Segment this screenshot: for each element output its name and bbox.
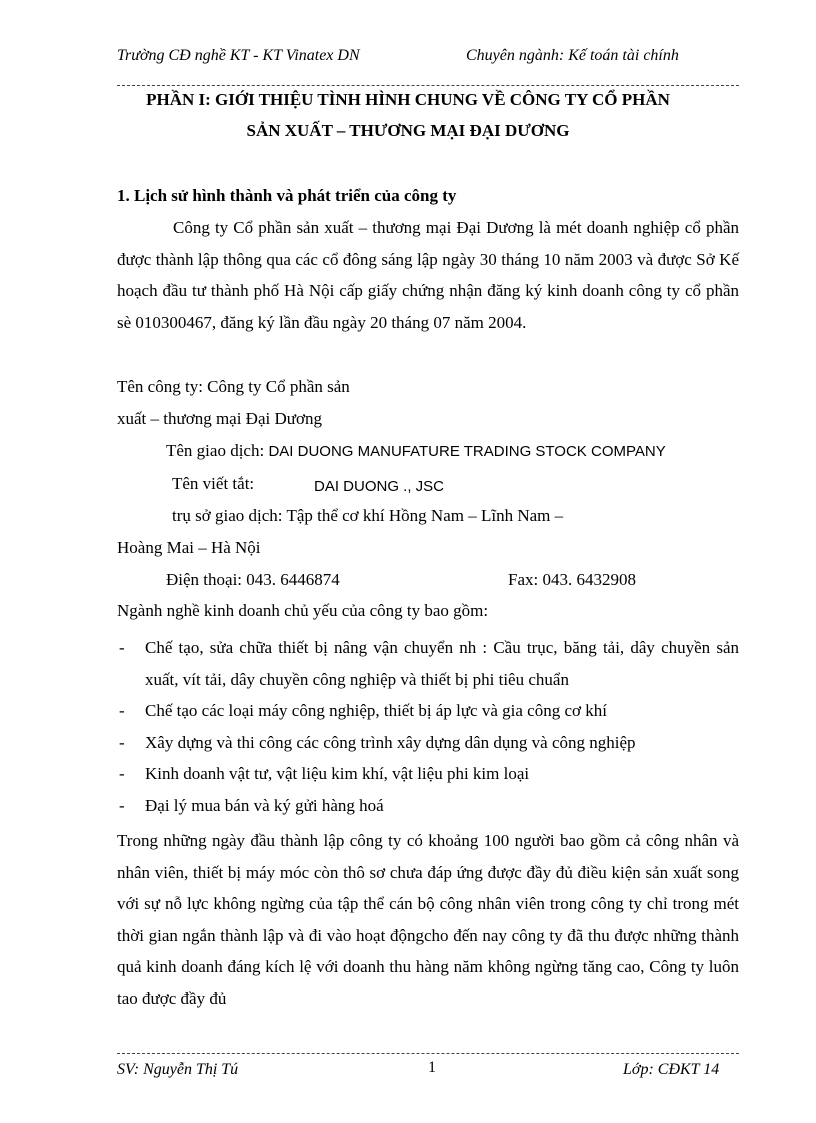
list-dash: - xyxy=(119,795,125,815)
address-line2: Hoàng Mai – Hà Nội xyxy=(117,538,261,557)
trade-name-value: DAI DUONG MANUFATURE TRADING STOCK COMPANY xyxy=(268,443,666,460)
list-item xyxy=(117,758,739,790)
address-line1: trụ sở giao dịch: Tập thể cơ khí Hồng Nam – Lĩnh Nam – xyxy=(172,506,564,525)
page-title-line2: SẢN XUẤT – THƯƠNG MẠI ĐẠI DƯƠNG xyxy=(246,121,570,140)
abbr-label: Tên viết tắt: xyxy=(172,474,255,493)
list-dash: - xyxy=(119,764,125,783)
footer-class: Lớp: CĐKT 14 xyxy=(623,1061,720,1078)
list-item xyxy=(117,790,739,822)
footer-student: SV: Nguyễn Thị Tú xyxy=(117,1061,239,1078)
list-item xyxy=(117,727,739,759)
business-list xyxy=(117,632,739,821)
intro-block xyxy=(117,212,739,338)
list-item-text: Xây dựng và thi công các công trình xây dựng dân dụng và công nghiệp xyxy=(145,732,636,752)
phone-number: Điện thoại: 043. 6446874 xyxy=(166,570,340,589)
list-item xyxy=(117,695,739,727)
company-name-line2: xuất – thương mại Đại Dương xyxy=(117,409,322,428)
fax-number: Fax: 043. 6432908 xyxy=(508,570,636,589)
list-dash: - xyxy=(119,638,125,657)
page-title-line1: PHẦN I: GIỚI THIỆU TÌNH HÌNH CHUNG VỀ CÔNG TY CỔ PHẦN xyxy=(146,90,670,109)
list-item-text: Chế tạo, sửa chữa thiết bị nâng vận chuyển nh : Cầu trục, băng tải, dây chuyền sản xuất, vít tải, dây chuyền công nghiệp và thiết bị phi tiêu chuẩn xyxy=(145,638,739,689)
footer-page-number: 1 xyxy=(428,1059,436,1076)
list-dash: - xyxy=(119,701,125,720)
intro-paragraph: Công ty Cổ phần sản xuất – thương mại Đại Dương là mét doanh nghiệp cổ phần được thành lập thông qua các cổ đông sáng lập ngày 30 tháng 10 năm 2003 và được Sở Kế hoạch đầu tư thành phố Hà Nội cấp giấy chứng nhận đăng ký kinh doanh công ty cổ phần sè 010300467, đăng ký lần đầu ngày 20 tháng 07 năm 2004. xyxy=(117,218,739,332)
list-item xyxy=(117,632,739,695)
header-school: Trường CĐ nghề KT - KT Vinatex DN xyxy=(117,47,360,64)
list-item-text: Chế tạo các loại máy công nghiệp, thiết bị áp lực và gia công cơ khí xyxy=(145,701,607,720)
closing-block xyxy=(117,825,739,1014)
section-heading: 1. Lịch sử hình thành và phát triển của công ty xyxy=(117,186,457,205)
trade-name-label: Tên giao dịch: xyxy=(166,441,265,460)
company-name-line1: Tên công ty: Công ty Cổ phần sản xyxy=(117,377,350,396)
abbr-value: DAI DUONG ., JSC xyxy=(314,478,445,495)
list-dash: - xyxy=(119,732,125,752)
trade-name-row xyxy=(166,441,666,461)
closing-paragraph: Trong những ngày đầu thành lập công ty có khoảng 100 người bao gồm cả công nhân và nhân viên, thiết bị máy móc còn thô sơ chưa đáp ứng được đầy đủ điều kiện sản xuất song với sự nỗ lực không ngừng của tập thể cán bộ công nhân viên trong công ty chỉ trong mét thời gian ngắn thành lập và đi vào hoạt độngcho đến nay công ty đã thu được những thành quả kinh doanh đáng kích lệ với doanh thu hàng năm không ngừng tăng cao, Công ty luôn tao được đầy đủ xyxy=(117,831,739,1008)
header-major: Chuyên ngành: Kế toán tài chính xyxy=(466,47,679,64)
header-rule xyxy=(117,85,739,86)
business-intro: Ngành nghề kinh doanh chủ yếu của công ty bao gồm: xyxy=(117,601,489,620)
footer-rule xyxy=(117,1053,739,1054)
list-item-text: Đại lý mua bán và ký gửi hàng hoá xyxy=(145,795,384,815)
list-item-text: Kinh doanh vật tư, vật liệu kim khí, vật liệu phi kim loại xyxy=(145,764,530,783)
